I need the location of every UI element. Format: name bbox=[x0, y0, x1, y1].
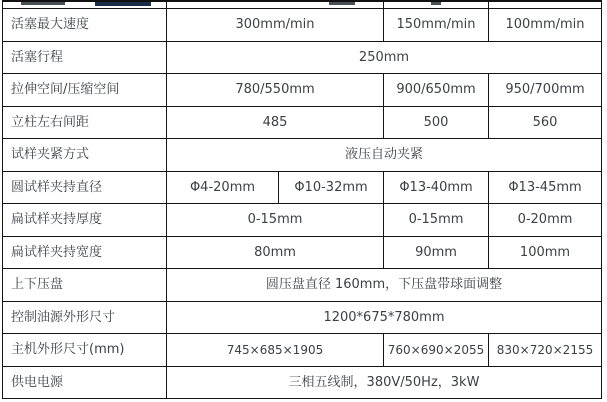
spec-row-round-specimen-diameter bbox=[3, 172, 601, 205]
spec-row-main-machine-dimensions bbox=[3, 334, 601, 367]
row-label: 活塞最大速度 bbox=[11, 17, 90, 33]
clipped-value-cell bbox=[488, 2, 601, 8]
spec-value-cell: 100mm bbox=[488, 237, 601, 269]
spec-row-piston-stroke bbox=[3, 42, 601, 75]
spec-value-cell: 830×720×2155 bbox=[488, 334, 601, 366]
spec-row-oil-source-dimensions bbox=[3, 302, 601, 335]
clipped-text-fragment bbox=[329, 2, 355, 5]
spec-row-power-supply bbox=[3, 367, 601, 400]
spec-value-cell: 1200*675*780mm bbox=[166, 302, 601, 334]
row-label: 立柱左右间距 bbox=[11, 114, 90, 130]
clipped-top-row bbox=[3, 2, 601, 9]
clipped-text-fragment bbox=[95, 2, 151, 6]
row-label: 扁试样夹持厚度 bbox=[11, 212, 103, 228]
spec-value-cell: 950/700mm bbox=[488, 74, 601, 106]
spec-value-cell: 液压自动夹紧 bbox=[166, 139, 601, 171]
spec-value-cell: 150mm/min bbox=[383, 9, 488, 41]
spec-value-cell: 90mm bbox=[383, 237, 488, 269]
spec-value-cell: 485 bbox=[166, 107, 383, 139]
clipped-text-fragment bbox=[431, 2, 441, 5]
spec-value-cell: 300mm/min bbox=[166, 9, 383, 41]
spec-value-cell: Φ13-45mm bbox=[488, 172, 601, 204]
spec-value-cell: 760×690×2055 bbox=[383, 334, 488, 366]
spec-row-platens bbox=[3, 269, 601, 302]
spec-row-clamping-method bbox=[3, 139, 601, 172]
spec-value-cell: 100mm/min bbox=[488, 9, 601, 41]
spec-row-flat-specimen-thickness bbox=[3, 204, 601, 237]
row-label: 主机外形尺寸(mm) bbox=[11, 342, 125, 358]
spec-value-cell: 圆压盘直径 160mm，下压盘带球面调整 bbox=[166, 269, 601, 301]
row-label: 圆试样夹持直径 bbox=[11, 179, 103, 195]
spec-value-cell: 780/550mm bbox=[166, 74, 383, 106]
spec-value-cell: 0-15mm bbox=[166, 204, 383, 236]
spec-value-cell: 500 bbox=[383, 107, 488, 139]
row-label: 供电电源 bbox=[11, 374, 64, 390]
spec-value-cell: 560 bbox=[488, 107, 601, 139]
spec-value-cell: 250mm bbox=[166, 42, 601, 74]
spec-row-piston-max-speed bbox=[3, 9, 601, 42]
clipped-text-fragment bbox=[21, 2, 65, 5]
row-label: 上下压盘 bbox=[11, 277, 64, 293]
row-label: 活塞行程 bbox=[11, 49, 64, 65]
spec-table bbox=[2, 0, 602, 399]
spec-value-cell: 0-20mm bbox=[488, 204, 601, 236]
spec-value-cell: Φ10-32mm bbox=[278, 172, 383, 204]
row-label: 控制油源外形尺寸 bbox=[11, 309, 116, 325]
spec-value-cell: 745×685×1905 bbox=[166, 334, 383, 366]
spec-row-flat-specimen-width bbox=[3, 237, 601, 270]
row-label: 拉伸空间/压缩空间 bbox=[11, 82, 120, 98]
row-label: 扁试样夹持宽度 bbox=[11, 244, 103, 260]
spec-value-cell: 0-15mm bbox=[383, 204, 488, 236]
spec-value-cell: 80mm bbox=[166, 237, 383, 269]
row-label: 试样夹紧方式 bbox=[11, 147, 90, 163]
spec-value-cell: 900/650mm bbox=[383, 74, 488, 106]
spec-row-column-spacing bbox=[3, 107, 601, 140]
spec-row-tension-compression-space bbox=[3, 74, 601, 107]
spec-value-cell: 三相五线制，380V/50Hz，3kW bbox=[166, 367, 601, 399]
spec-value-cell: Φ4-20mm bbox=[166, 172, 278, 204]
spec-value-cell: Φ13-40mm bbox=[383, 172, 488, 204]
